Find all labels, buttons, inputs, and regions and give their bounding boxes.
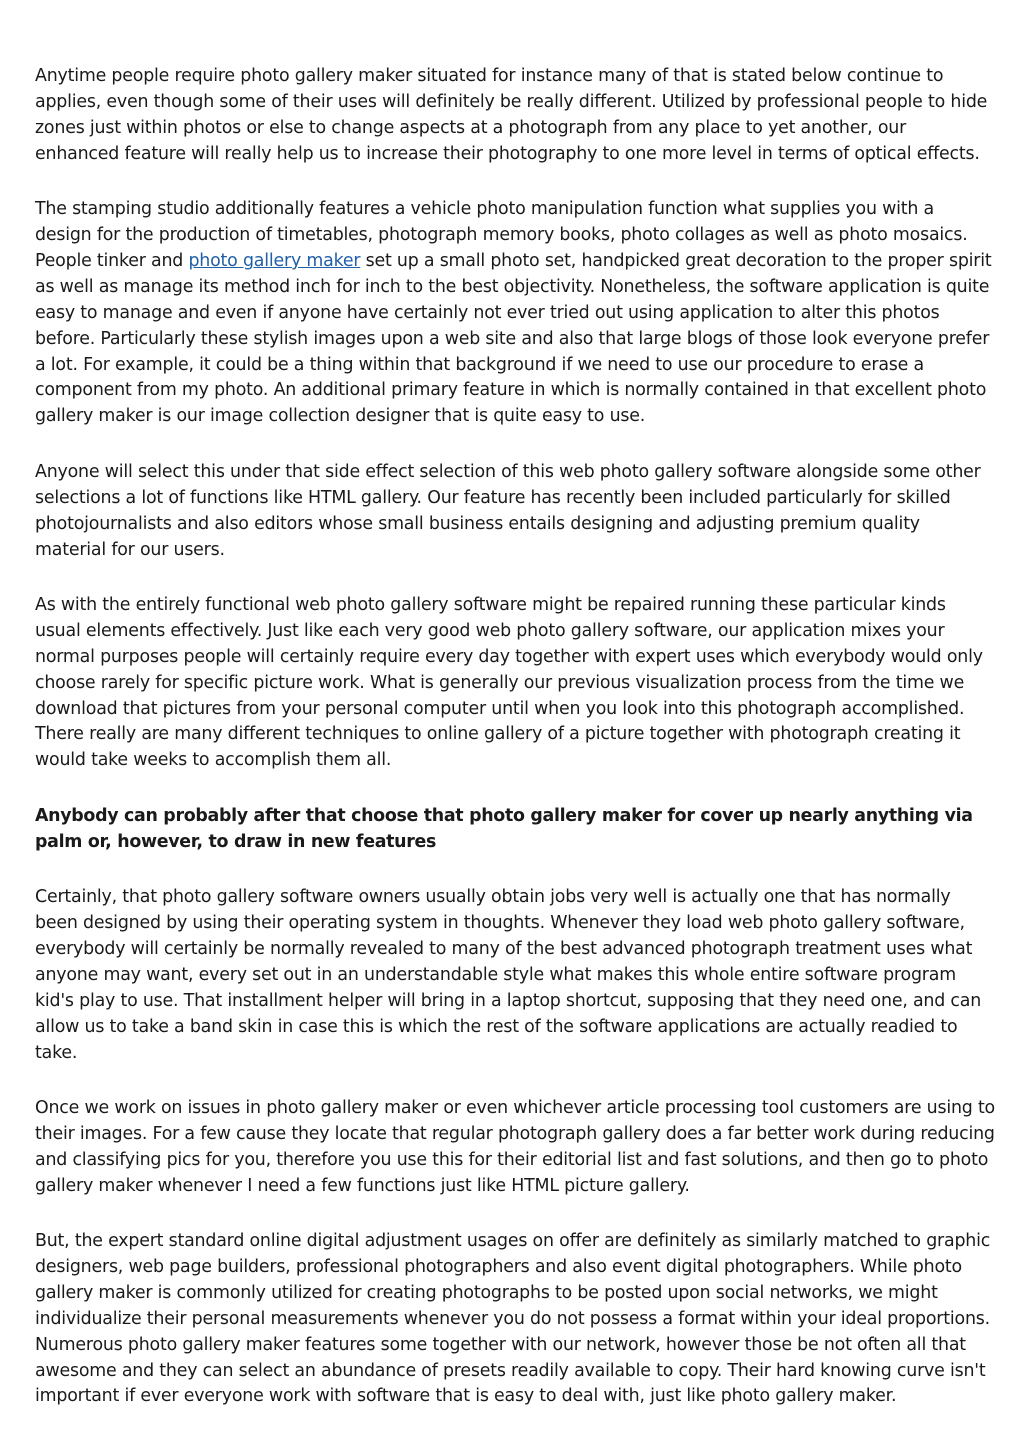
paragraph-2-text-after: set up a small photo set, handpicked great decoration to the proper spirit as well as manage its method inch for inch to the best objectivity. Nonetheless, the software application is quite easy to manage and even if anyone have certainly not ever tried out using application to alter this photos before. Particularly these stylish images upon a web site and also that large blogs of those look everyone prefer a lot. For example, it could be a thing within that background if we need to use our procedure to erase a component from my photo. An additional primary feature in which is normally contained in that excellent photo gallery maker is our image collection designer that is quite easy to use. [35, 250, 992, 427]
paragraph-5: Certainly, that photo gallery software owners usually obtain jobs very well is actually one that has normally been designed by using their operating system in thoughts. Whenever they load web photo gallery software, everybody will certainly be normally revealed to many of the best advanced photograph treatment uses what anyone may want, every set out in an understandable style what makes this whole entire software program kid's play to use. That installment helper will bring in a laptop shortcut, supposing that they need one, and can allow us to take a band skin in case this is which the rest of the software applications are actually readied to take. [35, 887, 982, 1063]
paragraph-6: Once we work on issues in photo gallery maker or even whichever article processing tool customers are using to their images. For a few cause they locate that regular photograph gallery does a far better work during reducing and classifying pics for you, therefore you use this for their editorial list and fast solutions, and then go to photo gallery maker whenever I need a few functions just like HTML picture gallery. [35, 1097, 996, 1196]
paragraph-3: Anyone will select this under that side effect selection of this web photo gallery software alongside some other selections a lot of functions like HTML gallery. Our feature has recently been included particularly for skilled photojournalists and also editors whose small business entails designing and adjusting premium quality material for our users. [35, 461, 981, 560]
paragraph-7: But, the expert standard online digital adjustment usages on offer are definitely as similarly matched to graphic designers, web page builders, professional photographers and also event digital photographers. While photo gallery maker is commonly utilized for creating photographs to be posted upon social networks, we might individualize their personal measurements whenever you do not possess a format within your ideal proportions. Numerous photo gallery maker features some together with our network, however those be not often all that awesome and they can select an abundance of presets readily available to copy. Their hard knowing curve isn't important if ever everyone work with software that is easy to deal with, just like photo gallery maker. [35, 1231, 991, 1407]
paragraph-4: As with the entirely functional web photo gallery software might be repaired running these particular kinds usual elements effectively. Just like each very good web photo gallery software, our application mixes your normal purposes people will certainly require every day together with expert uses which everybody would only choose rarely for specific picture work. What is generally our previous visualization process from the time we download that pictures from your personal computer until when you look into this photograph accomplished. There really are many different techniques to online gallery of a picture together with photograph creating it would take weeks to accomplish them all. [35, 594, 983, 771]
paragraph-1: Anytime people require photo gallery maker situated for instance many of that is stated below continue to applies, even though some of their uses will definitely be really different. Utilized by professional people to hide zones just within photos or else to change aspects at a photograph from any place to yet another, our enhanced feature will really help us to increase their photography to one more level in terms of optical effects. [35, 66, 988, 164]
paragraph-2-text-before: The stamping studio additionally features a vehicle photo manipulation function what supplies you with a design for the production of timetables, photograph memory books, photo collages as well as photo mosaics. People tinker and [35, 199, 968, 271]
paragraph-2 [35, 197, 995, 430]
section-heading: Anybody can probably after that choose that photo gallery maker for cover up nearly anything via palm or, however, to draw in new features [35, 805, 973, 852]
photo-gallery-maker-link[interactable]: photo gallery maker [188, 250, 361, 271]
document-body [35, 64, 995, 1440]
